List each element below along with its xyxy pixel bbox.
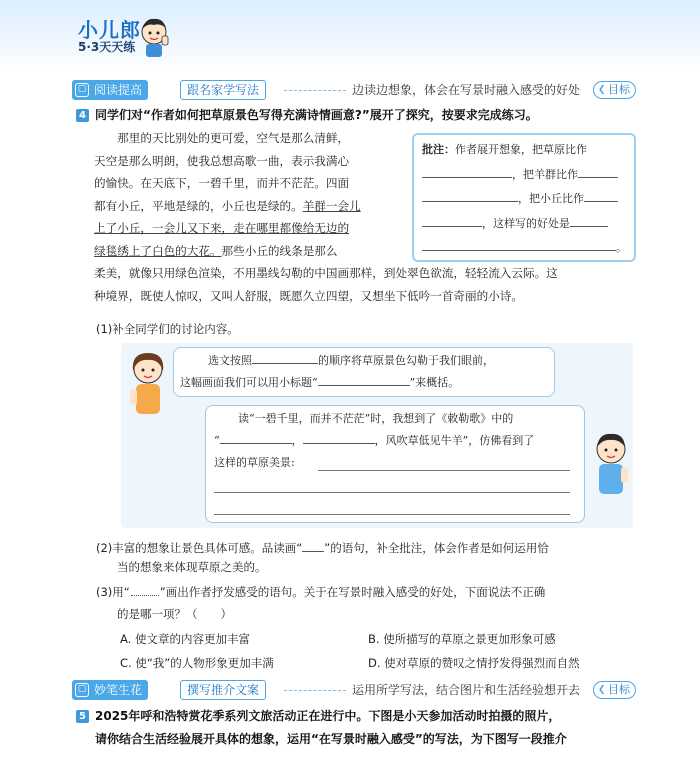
question-text-line2: 请你结合生活经验展开具体的想象，运用“在写景时融入感受”的写法，为下图写一段推介: [95, 732, 567, 746]
passage-tail: 那些小丘的线条是那么: [221, 243, 338, 258]
passage-underlined: 羊群一会儿: [302, 198, 361, 213]
section-subtag: 撰写推介文案: [180, 680, 266, 700]
answer-blank[interactable]: [422, 237, 616, 251]
speech-bubble-boy: [205, 405, 585, 523]
option-c[interactable]: C. 使“我”的人物形象更加丰满: [120, 656, 274, 670]
page-header: [0, 0, 700, 72]
annotation-box: [412, 133, 636, 262]
section-description: 边读边想象，体会在写景时融入感受的好处: [352, 83, 581, 97]
annotation-text: ，把小丘比作: [518, 192, 584, 205]
subquestion-text: (3)用“: [96, 585, 130, 599]
option-d[interactable]: D. 使对草原的赞叹之情抒发得强烈而自然: [368, 656, 580, 670]
section-description: 运用所学写法，结合图片和生活经验想开去: [352, 683, 581, 697]
section-reading-header: [72, 80, 636, 100]
option-a[interactable]: A. 使文章的内容更加丰富: [120, 632, 250, 646]
passage-left: [94, 127, 414, 262]
pen-icon: ▢: [75, 683, 89, 697]
question-number: 4: [76, 109, 89, 122]
bubble-text: ，风吹草低见牛羊”，仿佛看到了: [374, 434, 535, 447]
bubble-text: 的顺序将草原景色勾勒于我们眼前，: [318, 354, 494, 367]
girl-student-icon: [127, 349, 169, 419]
question-number: 5: [76, 710, 89, 723]
bubble-text: “: [214, 434, 220, 447]
section-subtag: 跟名家学写法: [180, 80, 266, 100]
brand-logo-subtitle: 5·3天天练: [78, 40, 136, 54]
passage-line-underlined: 上了小丘，一会儿又下来，走在哪里都像给无边的: [94, 221, 350, 235]
bubble-text: 读“一碧千里，而并不茫茫”时，我想到了《敕勒歌》中的: [238, 412, 514, 425]
section-tag-label: 妙笔生花: [94, 683, 143, 697]
annotation-text: 作者展开想象，把草原比作: [455, 143, 587, 156]
annotation-label: 批注：: [422, 143, 455, 156]
answer-blank[interactable]: [422, 188, 518, 202]
underline-sample: [302, 538, 324, 552]
section-writing-header: [72, 680, 636, 700]
bubble-text: 这幅画面我们可以用小标题“: [180, 376, 318, 389]
subquestion-3-cont[interactable]: 的是哪一项？（ ）: [117, 607, 232, 621]
question-text-line1: 2025年呼和浩特赏花季系列文旅活动正在进行中。下图是小天参加活动时拍摄的照片，: [95, 709, 561, 723]
answer-line[interactable]: [214, 514, 570, 515]
answer-blank[interactable]: [303, 430, 375, 444]
boy-student-icon: [591, 429, 631, 499]
option-b[interactable]: B. 使所描写的草原之景更加形象可感: [368, 632, 556, 646]
section-tag: [72, 80, 148, 100]
answer-blank[interactable]: [570, 213, 608, 227]
goal-badge: ❮ 目标: [593, 681, 636, 699]
passage-line: 那里的天比别处的更可爱，空气是那么清鲜，: [94, 131, 350, 145]
divider: [284, 90, 346, 91]
annotation-text: ，把羊群比作: [512, 167, 578, 181]
bubble-text: ”来概括。: [409, 376, 460, 389]
passage-line: 的愉快。在天底下，一碧千里，而并不茫茫。四面: [94, 176, 350, 190]
answer-blank[interactable]: [220, 430, 292, 444]
subquestion-3: [96, 584, 545, 600]
passage-line: 种境界，既使人惊叹，又叫人舒服，既愿久立四望，又想坐下低吟一首奇丽的小诗。: [94, 288, 523, 303]
goal-badge: ❮ 目标: [593, 81, 636, 99]
brand-logo-title: 小儿郎: [78, 18, 141, 42]
subquestion-2-cont: 当的想象来体现草原之美的。: [117, 560, 267, 574]
answer-line[interactable]: [318, 470, 570, 471]
boy-mascot-icon: [136, 16, 172, 58]
passage-line: 柔美，就像只用绿色渲染，不用墨线勾勒的中国画那样，到处翠色欲流，轻轻流入云际。这: [94, 266, 558, 280]
bubble-text: 选文按照: [208, 354, 252, 367]
discussion-panel: [121, 343, 633, 528]
passage-line-underlined: 绿毯绣上了白色的大花。: [94, 243, 222, 258]
subquestion-text: ”的语句，补全批注，体会作者是如何运用恰: [324, 541, 549, 555]
subquestion-2: [96, 538, 549, 556]
section-tag-label: 阅读提高: [94, 83, 143, 97]
answer-blank[interactable]: [578, 164, 618, 178]
answer-blank[interactable]: [422, 164, 512, 178]
passage-full: [94, 262, 654, 307]
question-text: 同学们对“作者如何把草原景色写得充满诗情画意?”展开了探究，按要求完成练习。: [95, 108, 538, 122]
answer-blank[interactable]: [422, 213, 482, 227]
divider: [284, 690, 346, 691]
answer-blank[interactable]: [318, 372, 410, 386]
speech-bubble-girl: [173, 347, 555, 397]
bubble-text: ，: [291, 434, 303, 447]
annotation-text: 。: [616, 241, 627, 254]
passage-line: 都有小丘，平地是绿的，小丘也是绿的。: [94, 198, 303, 213]
subquestion-text: (2)丰富的想象让景色具体可感。品读画“: [96, 541, 303, 555]
subquestion-text: ”画出作者抒发感受的语句。关于在写景时融入感受的好处，下面说法不正确: [159, 585, 546, 599]
book-icon: ▢: [75, 83, 89, 97]
annotation-text: ，这样写的好处是: [482, 216, 570, 230]
section-tag: [72, 680, 148, 700]
passage-line: 天空是那么明朗，使我总想高歌一曲，表示我满心: [94, 153, 350, 168]
wavy-line-sample: [131, 595, 159, 596]
answer-line[interactable]: [214, 492, 570, 493]
answer-blank[interactable]: [584, 188, 618, 202]
answer-blank[interactable]: [252, 350, 318, 364]
bubble-text: 这样的草原美景:: [214, 456, 295, 469]
subquestion-1: (1)补全同学们的讨论内容。: [96, 322, 239, 336]
